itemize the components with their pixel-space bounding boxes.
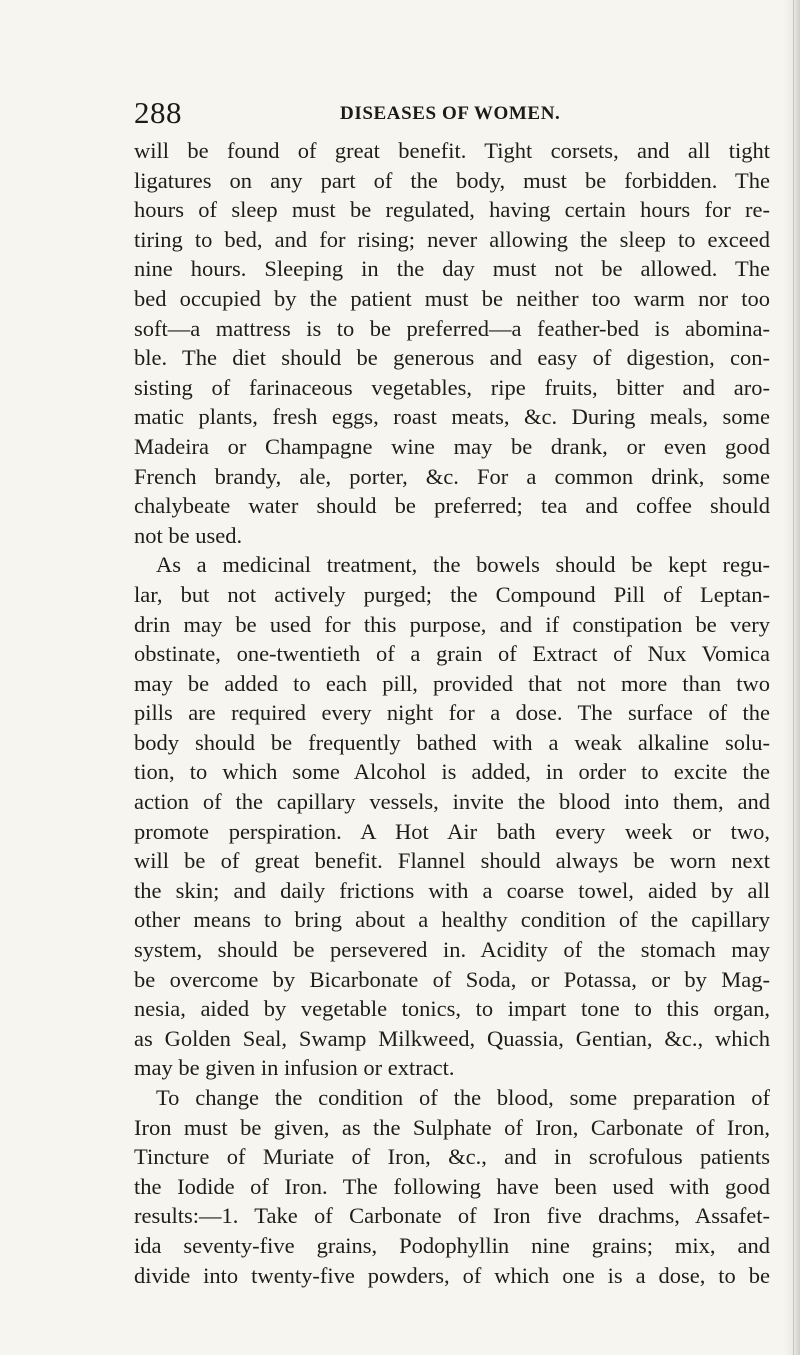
body-text <box>134 136 770 1290</box>
text-line: action of the capillary vessels, invite the blood into them, and <box>134 789 770 815</box>
text-line: the Iodide of Iron. The following have been used with good <box>134 1173 770 1199</box>
text-line: sisting of farinaceous vegetables, ripe fruits, bitter and aro- <box>134 374 770 400</box>
text-line: nine hours. Sleeping in the day must not be allowed. The <box>134 256 770 282</box>
text-line: ligatures on any part of the body, must be forbidden. The <box>134 167 770 193</box>
page-number: 288 <box>134 95 182 130</box>
text-line: will be found of great benefit. Tight corsets, and all tight <box>134 138 770 163</box>
text-line: the skin; and daily frictions with a coarse towel, aided by all <box>134 877 770 903</box>
text-line: be overcome by Bicarbonate of Soda, or Potassa, or by Mag- <box>134 966 770 992</box>
text-line: system, should be persevered in. Acidity of the stomach may <box>134 937 770 963</box>
text-line: tiring to bed, and for rising; never allowing the sleep to exceed <box>134 226 770 252</box>
text-line: bed occupied by the patient must be neither too warm nor too <box>134 285 770 311</box>
text-line: tion, to which some Alcohol is added, in order to excite the <box>134 759 770 785</box>
text-line: other means to bring about a healthy condition of the capillary <box>134 907 770 933</box>
text-line: Madeira or Champagne wine may be drank, or even good <box>134 433 770 459</box>
text-line: will be of great benefit. Flannel should always be worn next <box>134 848 770 874</box>
text-line: ble. The diet should be generous and easy of digestion, con- <box>134 345 770 371</box>
text-line: chalybeate water should be preferred; tea and coffee should <box>134 493 770 519</box>
text-line: obstinate, one-twentieth of a grain of Extract of Nux Vomica <box>134 641 770 667</box>
text-line: as Golden Seal, Swamp Milkweed, Quassia, Gentian, &c., which <box>134 1025 770 1051</box>
text-line: Tincture of Muriate of Iron, &c., and in scrofulous patients <box>134 1144 770 1170</box>
page-edge-line <box>793 0 794 1355</box>
text-line: results:—1. Take of Carbonate of Iron five drachms, Assafet- <box>134 1203 770 1229</box>
text-line: French brandy, ale, porter, &c. For a common drink, some <box>134 463 770 489</box>
page-edge-shadow <box>784 0 800 1355</box>
text-line: matic plants, fresh eggs, roast meats, &c. During meals, some <box>134 404 770 430</box>
text-line: hours of sleep must be regulated, having certain hours for re- <box>134 197 770 223</box>
text-line: lar, but not actively purged; the Compound Pill of Leptan- <box>134 581 770 607</box>
text-line: drin may be used for this purpose, and if constipation be very <box>134 611 770 637</box>
text-line: Iron must be given, as the Sulphate of Iron, Carbonate of Iron, <box>134 1114 770 1140</box>
text-line: pills are required every night for a dose. The surface of the <box>134 700 770 726</box>
text-line: divide into twenty-five powders, of which one is a dose, to be <box>134 1262 770 1288</box>
text-line: soft—a mattress is to be preferred—a feather-bed is abomina- <box>134 315 770 341</box>
text-line: may be added to each pill, provided that not more than two <box>134 670 770 696</box>
text-line: As a medicinal treatment, the bowels should be kept regu- <box>156 552 770 578</box>
text-line: not be used. <box>134 522 243 548</box>
text-line: promote perspiration. A Hot Air bath every week or two, <box>134 818 770 844</box>
page-header <box>134 95 770 131</box>
running-head: DISEASES OF WOMEN. <box>340 103 561 124</box>
text-line: ida seventy-five grains, Podophyllin nine grains; mix, and <box>134 1232 770 1258</box>
text-line: nesia, aided by vegetable tonics, to impart tone to this organ, <box>134 996 770 1022</box>
text-line: may be given in infusion or extract. <box>134 1055 455 1081</box>
text-line: To change the condition of the blood, some preparation of <box>156 1085 770 1110</box>
text-line: body should be frequently bathed with a weak alkaline solu- <box>134 729 770 755</box>
